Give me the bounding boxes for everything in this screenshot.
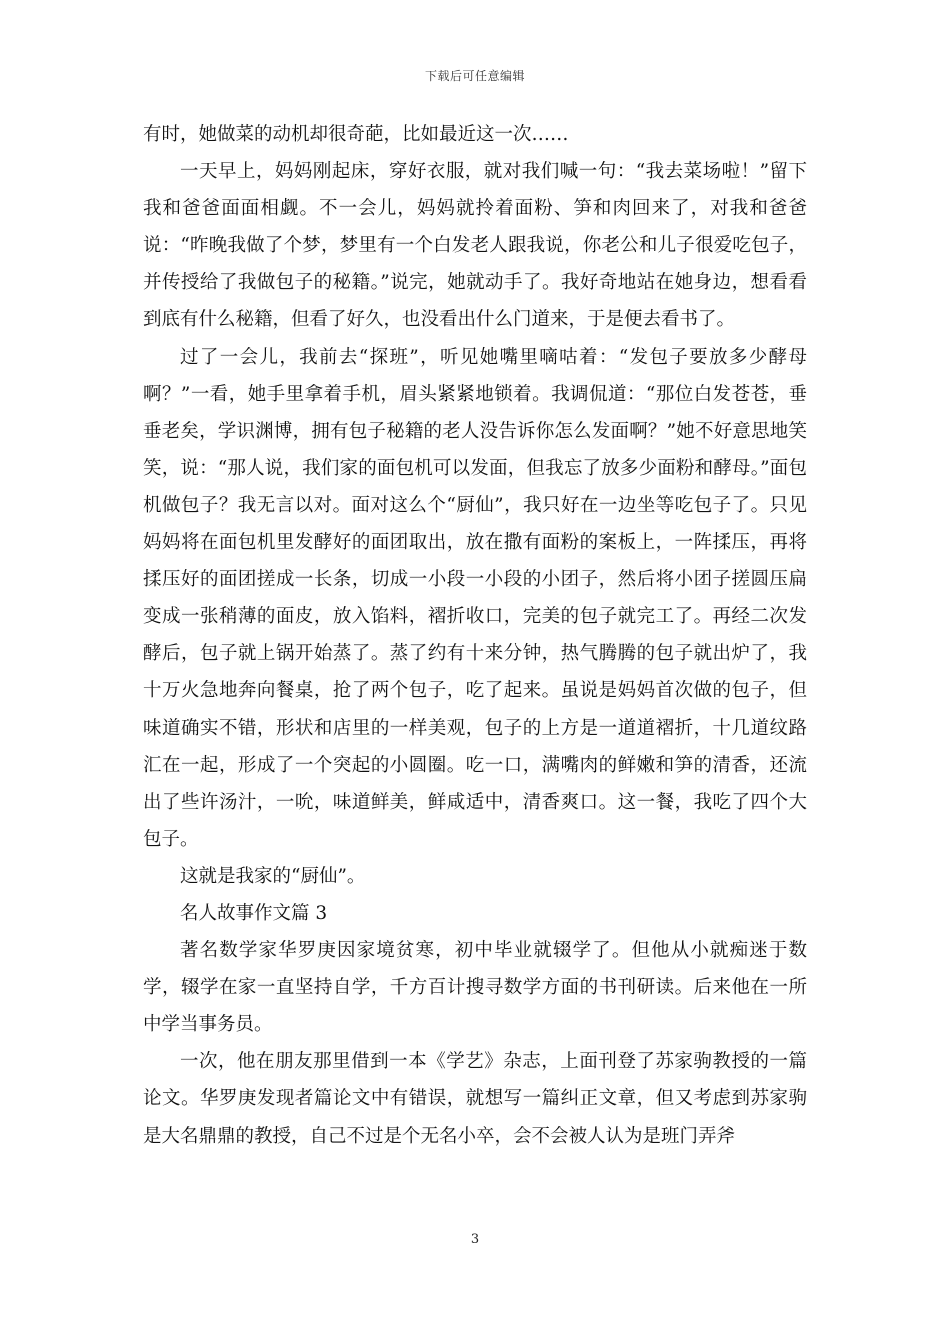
section-heading: 名人故事作文篇 3 <box>180 902 328 924</box>
paragraph-1: 有时，她做菜的动机却很奇葩，比如最近这一次…… <box>143 124 569 145</box>
paragraph-4: 这就是我家的“厨仙”。 <box>180 865 366 887</box>
paragraph-3: 过了一会儿，我前去“探班”，听见她嘴里嘀咕着：“发包子要放多少酵母啊？”一看，她手里拿着手机，眉头紧紧地锁着。我调侃道：“那位白发苍苍，垂垂老矣，学识渊博，拥有包子秘籍的老人没告诉你怎么发面啊？”她不好意思地笑笑，说：“那人说，我们家的面包机可以发面，但我忘了放多少面粉和酵母。”面包机做包子？我无言以对。面对这么个“厨仙”，我只好在一边坐等吃包子了。只见妈妈将在面包机里发酵好的面团取出，放在撒有面粉的案板上，一阵揉压，再将揉压好的面团搓成一长条，切成一小段一小段的小团子，然后将小团子搓圆压扁变成一张稍薄的面皮，放入馅料，褶折收口，完美的包子就完工了。再经二次发酵后，包子就上锅开始蒸了。蒸了约有十来分钟，热气腾腾的包子就出炉了，我十万火急地奔向餐桌，抢了两个包子，吃了起来。虽说是妈妈首次做的包子，但味道确实不错，形状和店里的一样美观，包子的上方是一道道褶折，十几道纹路汇在一起，形成了一个突起的小圆圈。吃一口，满嘴肉的鲜嫩和笋的清香，还流出了些许汤汁，一吮，味道鲜美，鲜咸适中，清香爽口。这一餐，我吃了四个大包子。 <box>143 346 807 850</box>
paragraph-2: 一天早上，妈妈刚起床，穿好衣服，就对我们喊一句：“我去菜场啦！”留下我和爸爸面面相觑。不一会儿，妈妈就拎着面粉、笋和肉回来了，对我和爸爸说：“昨晚我做了个梦，梦里有一个白发老人跟我说，你老公和儿子很爱吃包子，并传授给了我做包子的秘籍。”说完，她就动手了。我好奇地站在她身边，想看看到底有什么秘籍，但看了好久，也没看出什么门道来，于是便去看书了。 <box>143 161 807 331</box>
paragraph-6: 著名数学家华罗庚因家境贫寒，初中毕业就辍学了。但他从小就痴迷于数学，辍学在家一直坚持自学，千方百计搜寻数学方面的书刊研读。后来他在一所中学当事务员。 <box>143 940 807 1036</box>
paragraph-7: 一次，他在朋友那里借到一本《学艺》杂志，上面刊登了苏家驹教授的一篇论文。华罗庚发现者篇论文中有错误，就想写一篇纠正文章，但又考虑到苏家驹是大名鼎鼎的教授，自己不过是个无名小卒，会不会被人认为是班门弄斧 <box>143 1051 807 1147</box>
page-number: 3 <box>470 1232 480 1247</box>
page-header: 下载后可任意编辑 <box>424 69 525 83</box>
document-body <box>143 116 807 1155</box>
